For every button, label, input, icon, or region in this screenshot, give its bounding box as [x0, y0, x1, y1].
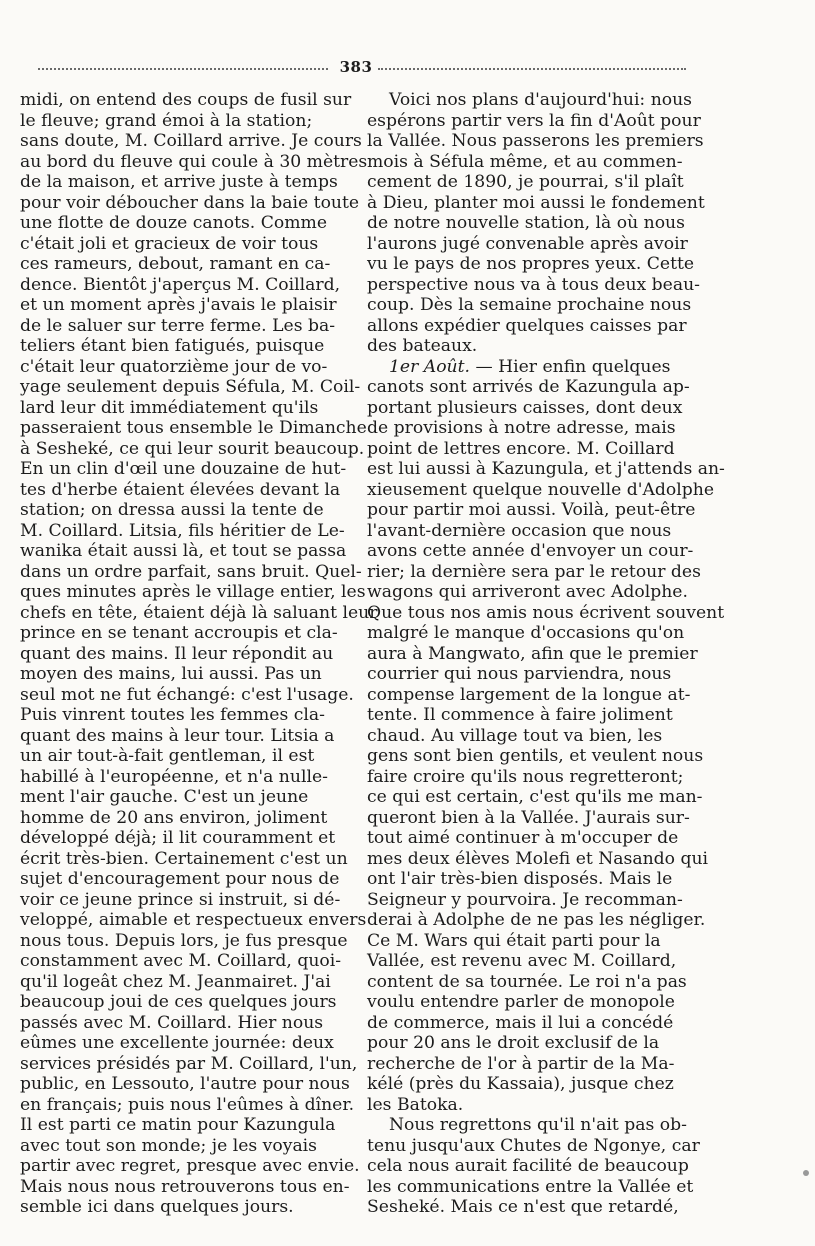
text-line: Mais nous nous retrouverons tous en- [20, 1176, 350, 1197]
text-line: sujet d'encouragement pour nous de [20, 869, 340, 889]
text-line: Voici nos plans d'aujourd'hui: nous [389, 90, 692, 110]
text-line: des bateaux. [367, 336, 478, 356]
text-line: aura à Mangwato, afin que le premier [367, 643, 698, 664]
text-line: Que tous nos amis nous écrivent souvent [367, 602, 725, 623]
text-line: de la maison, et arrive juste à temps [20, 172, 338, 192]
text-line: développé déjà; il lit couramment et [20, 828, 336, 848]
text-line: tenu jusqu'aux Chutes de Ngonye, car [367, 1135, 700, 1156]
text-line: mes deux élèves Molefi et Nasando qui [367, 848, 709, 869]
text-line: public, en Lessouto, l'autre pour nous [20, 1074, 350, 1094]
text-line: à Dieu, planter moi aussi le fondement [367, 192, 705, 213]
text-line: allons expédier quelques caisses par [367, 315, 687, 336]
text-line: cement de 1890, je pourrai, s'il plaît [367, 172, 684, 192]
text-line: dans un ordre parfait, sans bruit. Quel- [20, 561, 362, 582]
text-line: yage seulement depuis Séfula, M. Coil- [20, 377, 361, 397]
text-line: Il est parti ce matin pour Kazungula [20, 1115, 336, 1135]
left-text-column [20, 90, 378, 1218]
text-line: les communications entre la Vallée et [367, 1176, 694, 1197]
paper-speck [803, 1170, 809, 1176]
text-line: moyen des mains, lui aussi. Pas un [20, 664, 322, 684]
text-line: est lui aussi à Kazungula, et j'attends an- [367, 459, 725, 479]
text-line: compense largement de la longue at- [367, 684, 691, 705]
text-line: faire croire qu'ils nous regretteront; [367, 766, 684, 787]
text-line: espérons partir vers la fin d'Août pour [367, 110, 701, 131]
text-line: lard leur dit immédiatement qu'ils [20, 397, 319, 418]
text-line: homme de 20 ans environ, joliment [20, 807, 328, 828]
text-line: perspective nous va à tous deux beau- [367, 274, 700, 295]
text-line: veloppé, aimable et respectueux envers [20, 910, 367, 930]
text-line: services présidés par M. Coillard, l'un, [20, 1053, 358, 1074]
text-line: derai à Adolphe de ne pas les négliger. [367, 910, 706, 930]
text-line: pour partir moi aussi. Voilà, peut-être [367, 500, 696, 520]
text-line: nous tous. Depuis lors, je fus presque [20, 930, 348, 951]
text-line: écrit très-bien. Certainement c'est un [20, 848, 348, 869]
text-line: la Vallée. Nous passerons les premiers [367, 131, 704, 151]
text-line: l'aurons jugé convenable après avoir [367, 233, 688, 254]
text-line: pour 20 ans le droit exclusif de la [367, 1033, 660, 1053]
text-line: M. Coillard. Litsia, fils héritier de Le- [20, 520, 345, 541]
text-line: point de lettres encore. M. Coillard [367, 438, 675, 459]
text-line: en français; puis nous l'eûmes à dîner. [20, 1094, 355, 1115]
text-line: tente. Il commence à faire joliment [367, 705, 673, 725]
text-line: rier; la dernière sera par le retour des [367, 561, 701, 582]
text-line: chaud. Au village tout va bien, les [367, 725, 663, 746]
text-line: coup. Dès la semaine prochaine nous [367, 295, 692, 315]
text-line: qu'il logeât chez M. Jeanmairet. J'ai [20, 971, 331, 992]
text-line: content de sa tournée. Le roi n'a pas [367, 971, 687, 992]
text-line: wanika était aussi là, et tout se passa [20, 541, 347, 561]
text-line: passés avec M. Coillard. Hier nous [20, 1012, 324, 1033]
text-line: quant des mains. Il leur répondit au [20, 643, 334, 664]
header-rule-left [38, 68, 328, 70]
text-line: station; on dressa aussi la tente de [20, 500, 324, 520]
text-line: mois à Séfula même, et au commen- [367, 151, 683, 172]
text-line: recherche de l'or à partir de la Ma- [367, 1053, 675, 1074]
text-line: au bord du fleuve qui coule à 30 mètres [20, 151, 368, 172]
text-line: tes d'herbe étaient élevées devant la [20, 479, 341, 500]
text-line: Sesheké. Mais ce n'est que retardé, [367, 1197, 679, 1217]
text-line: voulu entendre parler de monopole [367, 992, 675, 1012]
text-line: Puis vinrent toutes les femmes cla- [20, 705, 325, 725]
text-line: portant plusieurs caisses, dont deux [367, 397, 683, 418]
text-line: l'avant-dernière occasion que nous [367, 520, 672, 541]
text-line: semble ici dans quelques jours. [20, 1197, 294, 1217]
text-line: gens sont bien gentils, et veulent nous [367, 746, 704, 766]
date-line-rest: — Hier enfin quelques [470, 356, 671, 377]
text-line: à Sesheké, ce qui leur sourit beaucoup. [20, 438, 365, 459]
text-line: pour voir déboucher dans la baie toute [20, 192, 360, 213]
text-line: kélé (près du Kassaia), jusque chez [367, 1074, 674, 1094]
text-line: Vallée, est revenu avec M. Coillard, [367, 951, 677, 971]
text-line: beaucoup joui de ces quelques jours [20, 992, 337, 1012]
text-line: tout aimé continuer à m'occuper de [367, 828, 679, 848]
text-line: ment l'air gauche. C'est un jeune [20, 787, 309, 807]
text-line: un air tout-à-fait gentleman, il est [20, 746, 315, 766]
text-line: En un clin d'œil une douzaine de hut- [20, 459, 347, 479]
text-line: Seigneur y pourvoira. Je recomman- [367, 889, 683, 910]
text-line: de notre nouvelle station, là où nous [367, 213, 685, 233]
text-line: xieusement quelque nouvelle d'Adolphe [367, 479, 715, 500]
text-line: ques minutes après le village entier, les [20, 582, 366, 602]
right-text-column [367, 90, 725, 1218]
text-line: wagons qui arriveront avec Adolphe. [367, 582, 688, 602]
text-line: quant des mains à leur tour. Litsia a [20, 725, 335, 746]
text-line: c'était leur quatorzième jour de vo- [20, 356, 328, 377]
text-line: dence. Bientôt j'aperçus M. Coillard, [20, 274, 341, 295]
date-line [367, 357, 689, 378]
text-line: c'était joli et gracieux de voir tous [20, 233, 319, 254]
text-line: courrier qui nous parviendra, nous [367, 664, 672, 684]
text-line: une flotte de douze canots. Comme [20, 213, 327, 233]
page-number: 383 [334, 58, 378, 76]
text-line: avec tout son monde; je les voyais [20, 1135, 318, 1156]
text-line: canots sont arrivés de Kazungula ap- [367, 377, 690, 397]
text-line: Ce M. Wars qui était parti pour la [367, 930, 661, 951]
text-line: eûmes une excellente journée: deux [20, 1033, 334, 1053]
text-line: vu le pays de nos propres yeux. Cette [367, 254, 695, 274]
text-line: habillé à l'européenne, et n'a nulle- [20, 766, 328, 787]
text-line: ont l'air très-bien disposés. Mais le [367, 869, 673, 889]
text-line: de provisions à notre adresse, mais [367, 418, 676, 438]
text-line: cela nous aurait facilité de beaucoup [367, 1156, 689, 1176]
text-line: malgré le manque d'occasions qu'on [367, 623, 685, 643]
text-line: teliers étant bien fatigués, puisque [20, 336, 325, 356]
text-line: Nous regrettons qu'il n'ait pas ob- [389, 1115, 687, 1135]
text-line: chefs en tête, étaient déjà là saluant leur [20, 602, 378, 623]
text-line: prince en se tenant accroupis et cla- [20, 623, 338, 643]
text-line: passeraient tous ensemble le Dimanche [20, 418, 367, 438]
text-line: de commerce, mais il lui a concédé [367, 1012, 674, 1033]
text-line: de le saluer sur terre ferme. Les ba- [20, 315, 336, 336]
text-line: avons cette année d'envoyer un cour- [367, 541, 694, 561]
text-line: seul mot ne fut échangé: c'est l'usage. [20, 684, 354, 705]
date-label: 1er Août. [389, 356, 470, 377]
text-line: les Batoka. [367, 1094, 464, 1115]
text-line: ces rameurs, debout, ramant en ca- [20, 254, 331, 274]
text-line: midi, on entend des coups de fusil sur [20, 90, 352, 110]
text-line: partir avec regret, presque avec envie. [20, 1156, 360, 1176]
text-line: queront bien à la Vallée. J'aurais sur- [367, 807, 690, 828]
header-rule-right [378, 68, 686, 70]
text-line: constamment avec M. Coillard, quoi- [20, 951, 342, 971]
text-line: le fleuve; grand émoi à la station; [20, 110, 313, 131]
text-line: sans doute, M. Coillard arrive. Je cours [20, 131, 362, 151]
text-line: et un moment après j'avais le plaisir [20, 295, 337, 315]
text-line: voir ce jeune prince si instruit, si dé- [20, 889, 341, 910]
text-line: ce qui est certain, c'est qu'ils me man- [367, 787, 703, 807]
